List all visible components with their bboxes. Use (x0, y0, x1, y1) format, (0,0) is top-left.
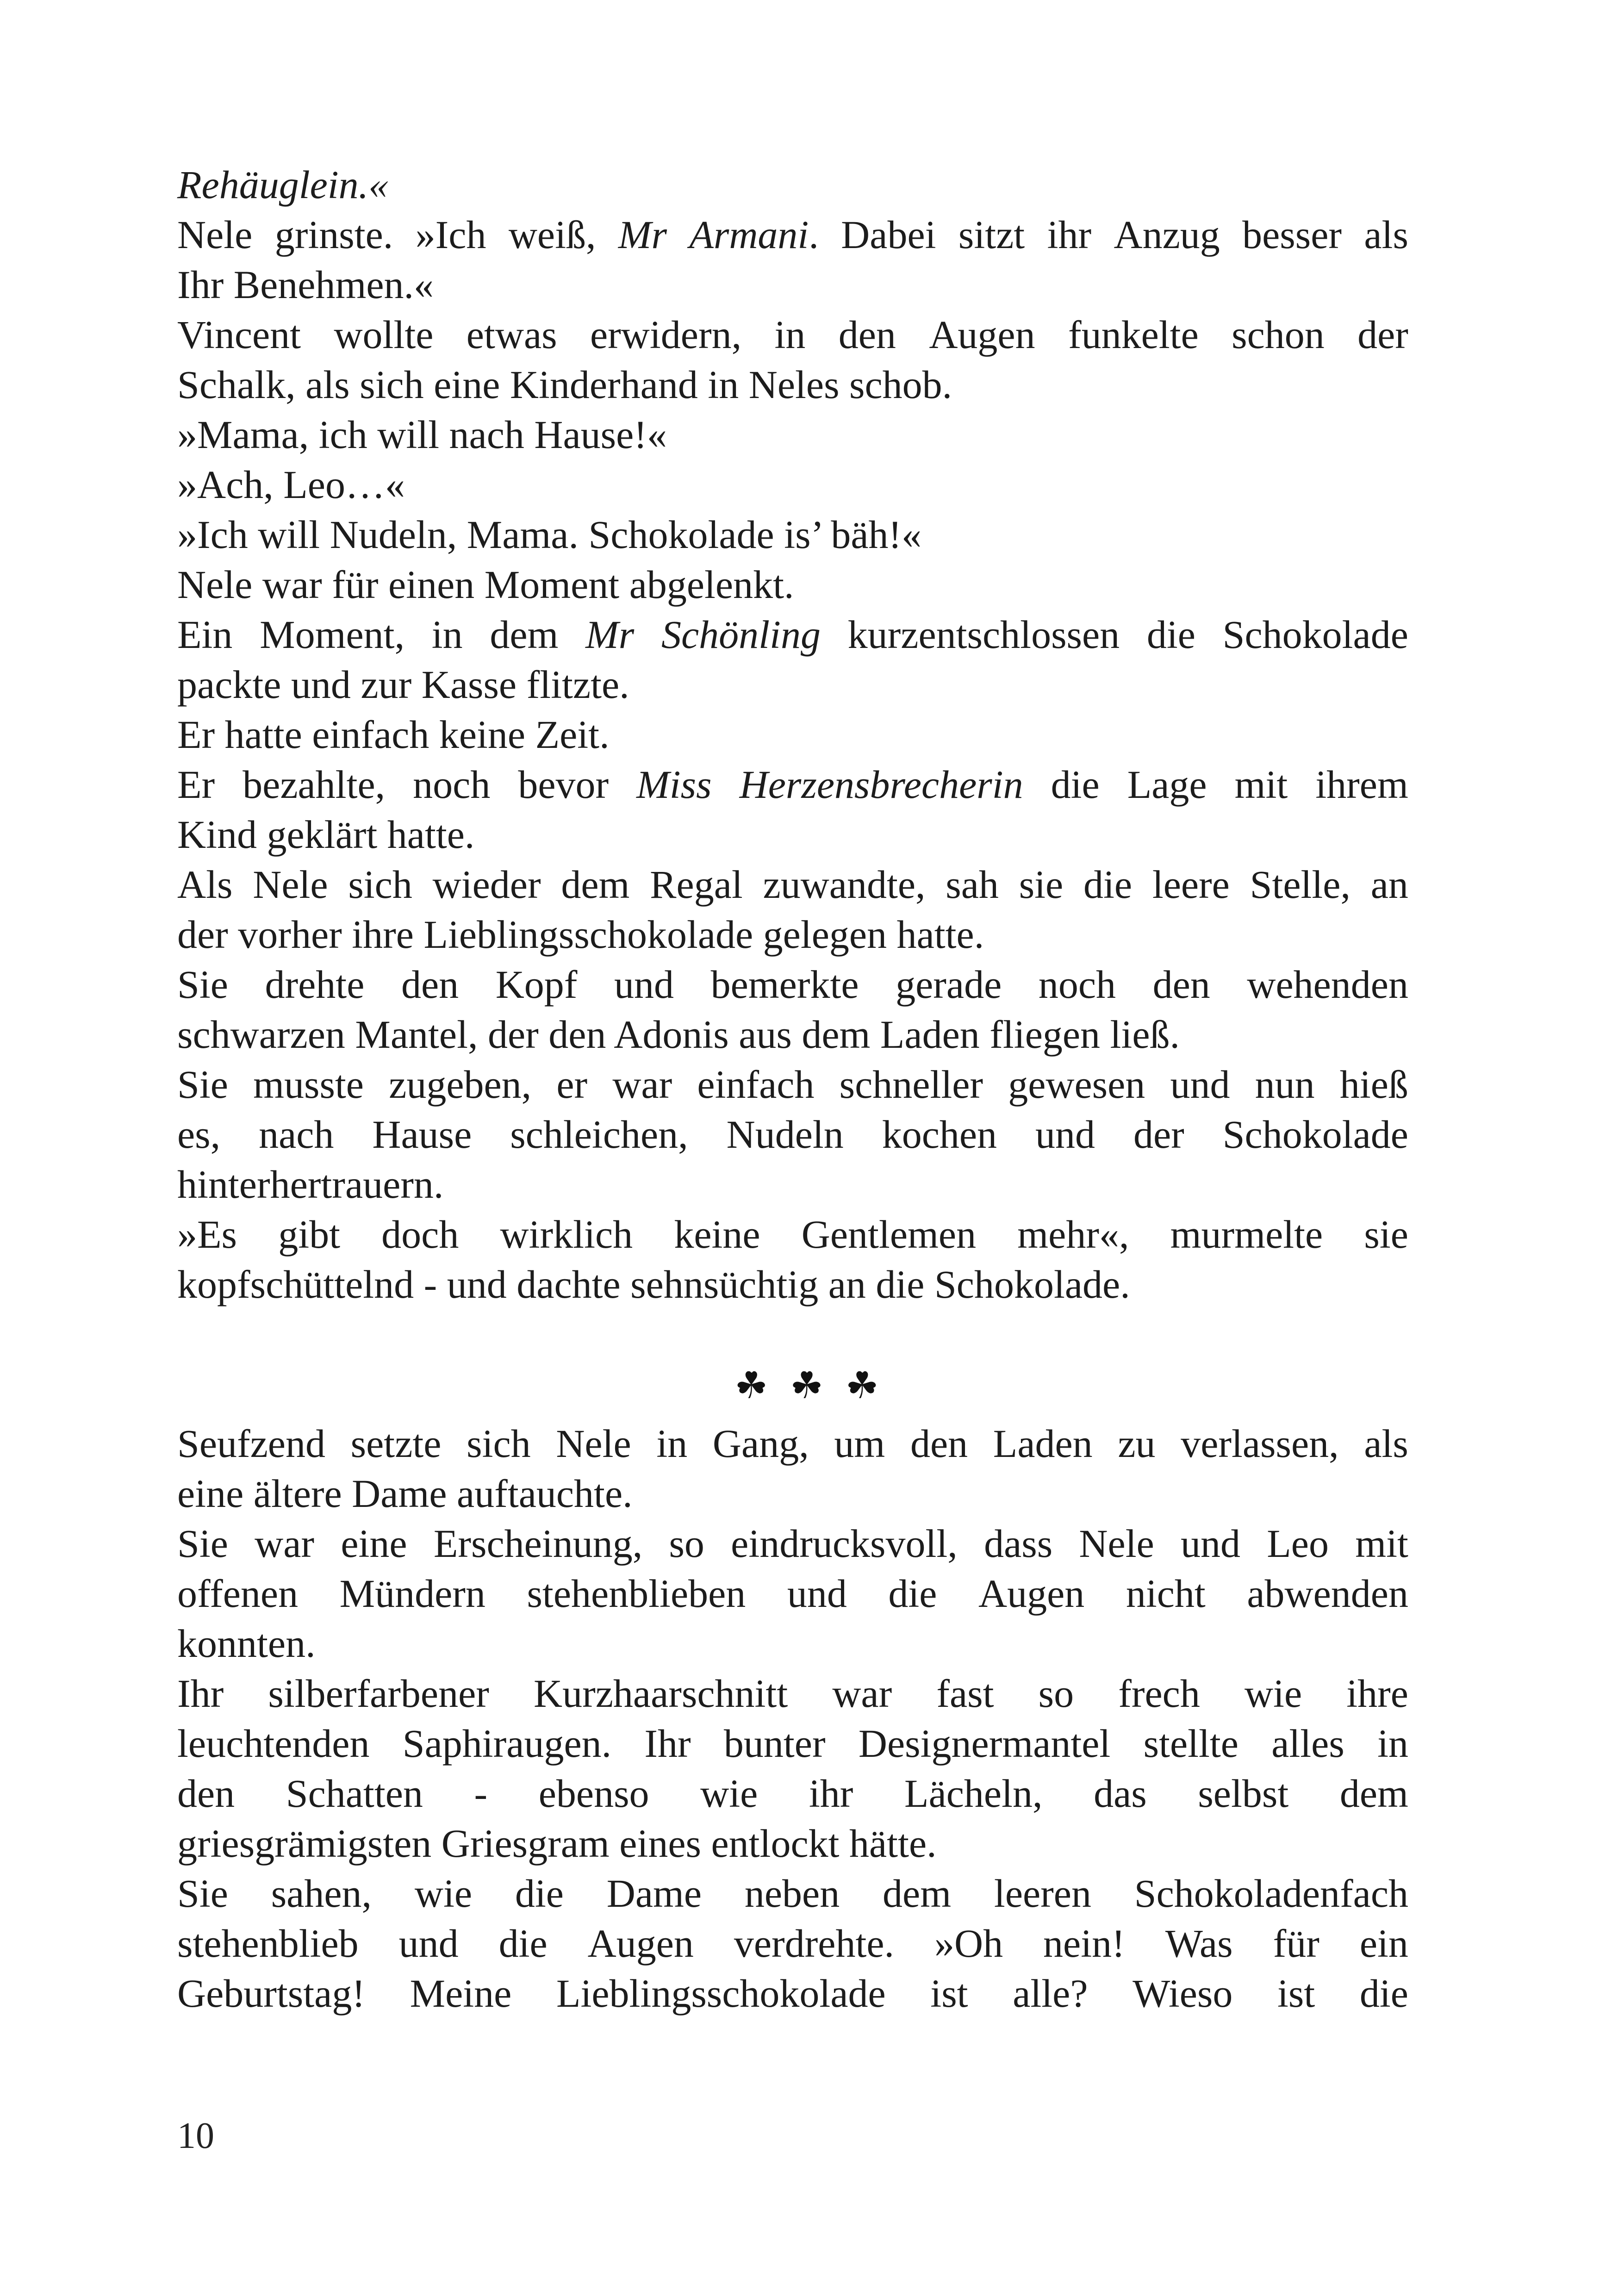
text-line (177, 1568, 1408, 1618)
word: zu (1118, 1421, 1156, 1466)
text-line (177, 859, 1408, 909)
word: als (1364, 212, 1408, 257)
word: wollte (334, 312, 434, 357)
text-line (177, 1419, 1408, 1468)
word: neben (744, 1871, 840, 1916)
word: war (255, 1521, 315, 1566)
word: der (1357, 312, 1408, 357)
word: Ihr (177, 1671, 224, 1716)
word: den (838, 312, 896, 357)
word: schneller (839, 1062, 983, 1107)
word: keine (674, 1212, 760, 1257)
italic-phrase: Schönling (661, 612, 821, 657)
word: die (1083, 862, 1133, 907)
word: so (1038, 1671, 1074, 1716)
word: Sie (177, 1521, 228, 1566)
italic-phrase: Mr (618, 212, 667, 257)
word: Nele (1079, 1521, 1154, 1566)
text-line: eine ältere Dame auftauchte. (177, 1471, 633, 1516)
word: Ein (177, 612, 233, 657)
text-line: konnten. (177, 1621, 316, 1666)
word: er (556, 1062, 588, 1107)
text-line (177, 310, 1408, 360)
word: erwidern, (590, 312, 742, 357)
word: und (787, 1571, 847, 1616)
italic-phrase: Mr (585, 612, 635, 657)
word: die (1051, 762, 1100, 807)
word: offenen (177, 1571, 299, 1616)
word: »Oh (934, 1921, 1003, 1966)
word: Schokolade (1222, 1112, 1408, 1157)
word: Lieblingsschokolade (556, 1971, 886, 2016)
word: »Ich (415, 212, 486, 257)
text-line: Schalk, als sich eine Kinderhand in Neles schob. (177, 362, 952, 407)
word: schon (1232, 312, 1325, 357)
word (585, 610, 634, 660)
word: Gang, (712, 1421, 809, 1466)
word: doch (381, 1212, 459, 1257)
word: Augen (587, 1921, 694, 1966)
word: mit (1355, 1521, 1408, 1566)
word: leeren (994, 1871, 1091, 1916)
word (618, 210, 667, 260)
word: nicht (1126, 1571, 1206, 1616)
word: mehr«, (1017, 1212, 1129, 1257)
word: nein! (1043, 1921, 1125, 1966)
word: murmelte (1170, 1212, 1323, 1257)
word: alles (1271, 1721, 1344, 1766)
word: schleichen, (510, 1112, 688, 1157)
word: Ihr (644, 1721, 691, 1766)
word: Anzug (1114, 212, 1220, 257)
word: Lächeln, (904, 1771, 1043, 1816)
word: den (177, 1771, 235, 1816)
word: es, (177, 1112, 221, 1157)
italic-phrase: Armani (689, 212, 809, 257)
word: so (669, 1521, 704, 1566)
word: dem (883, 1871, 952, 1916)
text-line: »Mama, ich will nach Hause!« (177, 412, 667, 457)
text-line (177, 1059, 1408, 1109)
word: Nele (177, 212, 253, 257)
word: verlassen, (1181, 1421, 1339, 1466)
word (636, 759, 711, 809)
word: sitzt (958, 212, 1025, 257)
word: der (1133, 1112, 1184, 1157)
word: zuwandte, (763, 862, 926, 907)
word: die (1359, 1971, 1408, 2016)
word: frech (1118, 1671, 1200, 1716)
text-line (177, 1768, 1408, 1818)
word: sahen, (271, 1871, 372, 1916)
word: musste (253, 1062, 364, 1107)
word: etwas (466, 312, 557, 357)
word: verdrehte. (734, 1921, 895, 1966)
text-line: »Ach, Leo…« (177, 462, 405, 507)
word (740, 759, 1023, 809)
text-line (177, 210, 1408, 260)
text-line (177, 759, 1408, 809)
text-line (177, 1918, 1408, 1968)
word: Moment, (260, 612, 405, 657)
word: und (398, 1921, 459, 1966)
word: Meine (410, 1971, 512, 2016)
word: in (774, 312, 806, 357)
word: stehenblieb (177, 1921, 359, 1966)
word: Laden (993, 1421, 1093, 1466)
word: als (1364, 1421, 1408, 1466)
word: - (474, 1771, 488, 1816)
word: in (656, 1421, 688, 1466)
word: den (910, 1421, 968, 1466)
word: und (1170, 1062, 1230, 1107)
word: Leo (1267, 1521, 1329, 1566)
word: setzte (350, 1421, 442, 1466)
word: den (401, 962, 459, 1007)
word: dem (490, 612, 559, 657)
word: drehte (265, 962, 365, 1007)
text-line: »Ich will Nudeln, Mama. Schokolade is’ bäh!« (177, 512, 922, 557)
word: mit (1234, 762, 1288, 807)
word: die (515, 1871, 564, 1916)
word: Sie (177, 962, 228, 1007)
word: und (614, 962, 674, 1007)
word: dem (1339, 1771, 1408, 1816)
text-line: griesgrämigsten Griesgram eines entlockt hätte. (177, 1821, 937, 1866)
word: gerade (896, 962, 1002, 1007)
word: wieder (432, 862, 541, 907)
word: »Es (177, 1212, 237, 1257)
text-line: packte und zur Kasse flitzte. (177, 662, 629, 707)
word: ein (1359, 1921, 1408, 1966)
word: für (1273, 1921, 1319, 1966)
word: eine (341, 1521, 407, 1566)
word: ihr (1047, 212, 1092, 257)
word: Stelle, (1250, 862, 1350, 907)
word: Vincent (177, 312, 301, 357)
text-line (177, 1718, 1408, 1768)
paragraph-block-top (177, 160, 1408, 1309)
text-line (177, 959, 1408, 1009)
word: ihr (809, 1771, 853, 1816)
text-line: der vorher ihre Lieblingsschokolade gelegen hatte. (177, 912, 984, 957)
word: stehenblieben (527, 1571, 746, 1616)
word (661, 610, 821, 660)
word: grinste. (274, 212, 393, 257)
word: Seufzend (177, 1421, 325, 1466)
text-line: hinterhertrauern. (177, 1162, 444, 1207)
word: kochen (882, 1112, 997, 1157)
word: Gentlemen (801, 1212, 977, 1257)
word: wie (1244, 1671, 1302, 1716)
text-line (177, 1518, 1408, 1568)
word: noch (1038, 962, 1116, 1007)
word: Schokoladenfach (1134, 1871, 1408, 1916)
word: sie (1364, 1212, 1408, 1257)
word: dass (984, 1521, 1053, 1566)
word: das (1094, 1771, 1147, 1816)
word: war (832, 1671, 892, 1716)
word: die (498, 1921, 548, 1966)
word: Erscheinung, (433, 1521, 643, 1566)
word: ebenso (538, 1771, 649, 1816)
text-line: schwarzen Mantel, der den Adonis aus dem Laden fliegen ließ. (177, 1012, 1180, 1057)
word: Wieso (1133, 1971, 1233, 2016)
word: Nele (556, 1421, 631, 1466)
word: und (1181, 1521, 1241, 1566)
word: Armani. (689, 212, 819, 257)
word: ist (1277, 1971, 1315, 2016)
word: um (834, 1421, 885, 1466)
paragraph-block-bottom (177, 1419, 1408, 2018)
text-line: Er hatte einfach keine Zeit. (177, 712, 610, 757)
word: kurzentschlossen (847, 612, 1120, 657)
word: zugeben, (389, 1062, 532, 1107)
italic-phrase: Herzensbrecherin (739, 762, 1023, 807)
word: ihre (1346, 1671, 1408, 1716)
word: bevor (518, 762, 609, 807)
word: ihrem (1315, 762, 1408, 807)
word: eindrucksvoll, (731, 1521, 958, 1566)
word: Dame (606, 1871, 702, 1916)
word: in (431, 612, 463, 657)
word: Schokolade (1222, 612, 1408, 657)
word: sie (1019, 862, 1064, 907)
text-line: kopfschüttelnd - und dachte sehnsüchtig an die Schokolade. (177, 1262, 1130, 1307)
word: wehenden (1247, 962, 1408, 1007)
word: Schatten (286, 1771, 423, 1816)
word: noch (413, 762, 491, 807)
word: ist (930, 1971, 968, 2016)
word: leuchtenden (177, 1721, 370, 1766)
word: Was (1165, 1921, 1233, 1966)
word: in (1377, 1721, 1408, 1766)
italic-phrase: Rehäuglein.« (177, 162, 389, 207)
word: war (612, 1062, 672, 1107)
text-line: Ihr Benehmen.« (177, 262, 434, 307)
text-line (177, 1968, 1408, 2018)
word: sich (467, 1421, 531, 1466)
word: wie (700, 1771, 758, 1816)
word: leere (1152, 862, 1230, 907)
word: hieß (1339, 1062, 1408, 1107)
word: nach (259, 1112, 334, 1157)
word: funkelte (1068, 312, 1199, 357)
word: Hause (372, 1112, 472, 1157)
word: Sie (177, 1871, 228, 1916)
word: wirklich (500, 1212, 633, 1257)
word: Kurzhaarschnitt (534, 1671, 788, 1716)
word: Nudeln (726, 1112, 844, 1157)
word: Als (177, 862, 233, 907)
word: bunter (723, 1721, 826, 1766)
word: Er (177, 762, 215, 807)
word: Saphiraugen. (402, 1721, 612, 1766)
word: Regal (650, 862, 743, 907)
word: gibt (278, 1212, 340, 1257)
word: silberfarbener (268, 1671, 489, 1716)
word: Designermantel (858, 1721, 1111, 1766)
word: Dabei (841, 212, 936, 257)
text-line (177, 1668, 1408, 1718)
text-line (177, 1109, 1408, 1159)
word: gewesen (1008, 1062, 1145, 1107)
word: Lage (1127, 762, 1207, 807)
word: Sie (177, 1062, 228, 1107)
word: weiß, (508, 212, 596, 257)
word: die (888, 1571, 937, 1616)
word: wie (414, 1871, 473, 1916)
text-line (177, 1209, 1408, 1259)
word: Augen (978, 1571, 1085, 1616)
word: die (1146, 612, 1195, 657)
word: Geburtstag! (177, 1971, 365, 2016)
word: den (1152, 962, 1210, 1007)
word: alle? (1013, 1971, 1088, 2016)
word: selbst (1198, 1771, 1289, 1816)
text-line: Nele war für einen Moment abgelenkt. (177, 562, 794, 607)
word: bezahlte, (243, 762, 386, 807)
word: und (1035, 1112, 1095, 1157)
word: abwenden (1247, 1571, 1408, 1616)
word: bemerkte (710, 962, 859, 1007)
text-line (177, 160, 1408, 210)
word: einfach (697, 1062, 815, 1107)
word: an (1370, 862, 1408, 907)
section-separator-shamrocks: ☘ ☘ ☘ (734, 1366, 885, 1406)
word: besser (1242, 212, 1342, 257)
text-line (177, 610, 1408, 660)
word: stellte (1143, 1721, 1238, 1766)
word: Kopf (495, 962, 578, 1007)
word: sah (946, 862, 999, 907)
word: Augen (929, 312, 1035, 357)
word: dem (561, 862, 630, 907)
italic-phrase: Miss (636, 762, 712, 807)
word: Nele (253, 862, 328, 907)
page-number: 10 (177, 2116, 214, 2156)
text-line (177, 1868, 1408, 1918)
text-line: Kind geklärt hatte. (177, 812, 475, 857)
word: nun (1255, 1062, 1315, 1107)
word: Mündern (339, 1571, 485, 1616)
word: sich (348, 862, 412, 907)
word: fast (936, 1671, 994, 1716)
